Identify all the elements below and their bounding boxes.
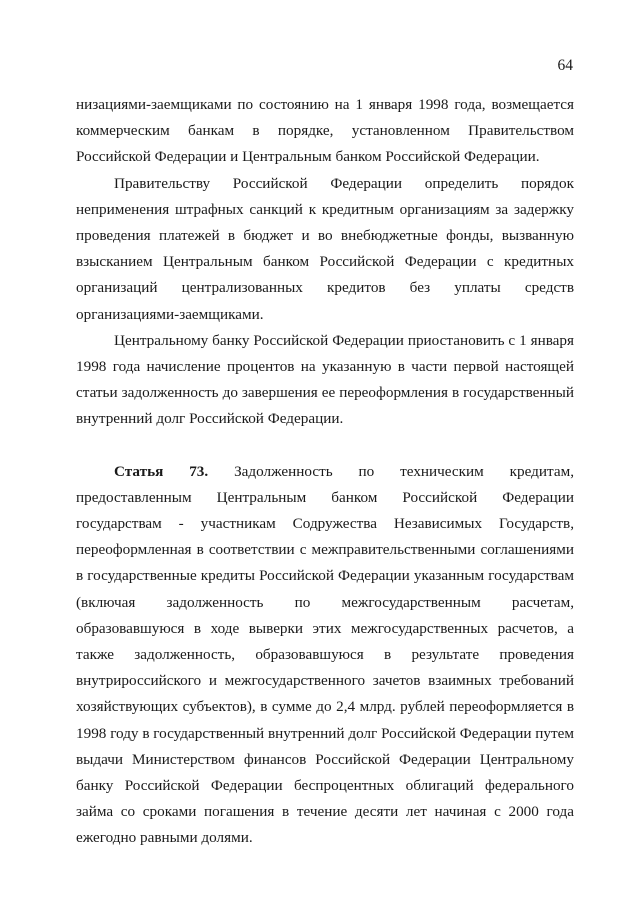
document-body [76,92,574,852]
article-label: Статья 73. [114,462,209,480]
paragraph-interest-suspension: Центральному банку Российской Федерации приостановить с 1 января 1998 года начисление процентов на указанную в части первой настоящей статьи задолженность до завершения ее переоформления в государственный внутренний долг Российской Федерации. [76,331,574,428]
page-number: 64 [557,57,573,74]
article-text: Задолженность по техническим кредитам, предоставленным Центральным банком Российской Федерации государствам - участникам Содружества Независимых Государств, переоформленная в соответствии с межправительственными соглашениями в государственные кредиты Российской Федерации указанным государствам (включая задолженность по межгосударственным расчетам, образовавшуюся в ходе выверки этих межгосударственных расчетов, а также задолженность, образовавшуюся в результате проведения внутрироссийского и межгосударственного зачетов взаимных требований хозяйствующих субъектов), в сумме до 2,4 млрд. рублей переоформляется в 1998 году в государственный внутренний долг Российской Федерации путем выдачи Министерством финансов Российской Федерации Центральному банку Российской Федерации беспроцентных облигаций федерального займа со сроками погашения в течение десяти лет начиная с 2000 года ежегодно равными долями. [76,462,574,847]
article-73 [76,459,574,852]
paragraph-continued: низациями-заемщиками по состоянию на 1 января 1998 года, возмещается коммерческим банкам в порядке, установленном Правительством Российской Федерации и Центральным банком Российской Федерации. [76,96,574,166]
paragraph-penalties: Правительству Российской Федерации определить порядок неприменения штрафных санкций к кредитным организациям за задержку проведения платежей в бюджет и во внебюджетные фонды, вызванную взысканием Центральным банком Российской Федерации с кредитных организаций централизованных кредитов без уплаты средств организациями-заемщиками. [76,174,574,323]
